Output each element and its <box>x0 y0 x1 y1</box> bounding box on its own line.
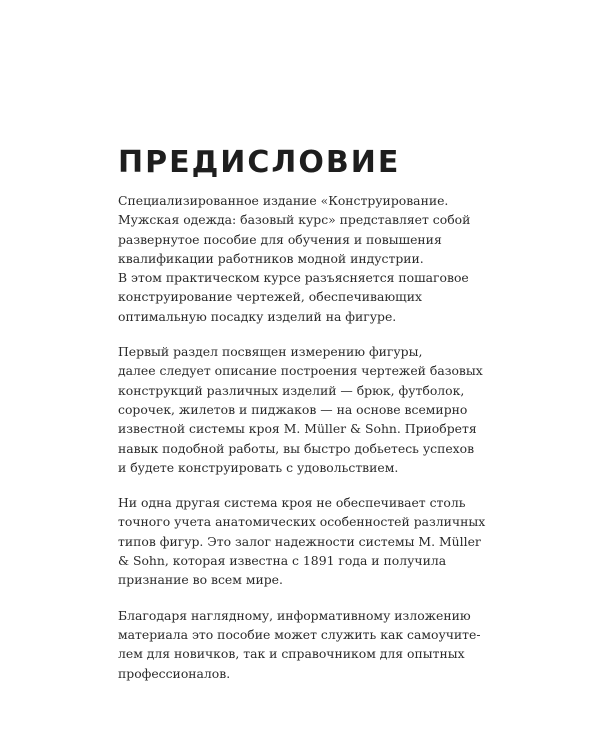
text-line: типов фигур. Это залог надежности системы M. Müller <box>118 533 481 549</box>
text-line: профессионалов. <box>118 665 231 681</box>
text-line: Мужская одежда: базовый курс» представляет собой <box>118 212 471 228</box>
page-title: ПРЕДИСЛОВИЕ <box>118 145 401 180</box>
text-line: Первый раздел посвящен измерению фигуры, <box>118 344 423 360</box>
text-line: Ни одна другая система кроя не обеспечивает столь <box>118 495 466 511</box>
text-line: & Sohn, которая известна с 1891 года и получила <box>118 553 447 569</box>
text-line: В этом практическом курсе разъясняется пошаговое <box>118 270 469 286</box>
text-line: квалификации работников модной индустрии. <box>118 250 424 266</box>
text-line: конструирование чертежей, обеспечивающих <box>118 289 422 305</box>
paragraph <box>118 493 488 589</box>
text-line: и будете конструировать с удовольствием. <box>118 459 399 475</box>
paragraph <box>118 342 488 477</box>
text-line: далее следует описание построения чертежей базовых <box>118 363 483 379</box>
text-line: Благодаря наглядному, информативному изложению <box>118 607 471 623</box>
page-content <box>118 145 488 699</box>
text-line: лем для новичков, так и справочником для опытных <box>118 646 465 662</box>
text-line: материала это пособие может служить как самоучите- <box>118 626 481 642</box>
text-line: оптимальную посадку изделий на фигуре. <box>118 308 397 324</box>
text-line: Специализированное издание «Конструирование. <box>118 193 449 208</box>
text-line: признание во всем мире. <box>118 572 283 588</box>
paragraph <box>118 191 488 326</box>
text-line: развернутое пособие для обучения и повышения <box>118 231 442 247</box>
text-line: сорочек, жилетов и пиджаков — на основе всемирно <box>118 401 468 417</box>
text-line: точного учета анатомических особенностей различных <box>118 514 486 530</box>
paragraph <box>118 606 488 683</box>
text-line: известной системы кроя M. Müller & Sohn. Приобретя <box>118 421 477 437</box>
text-line: навык подобной работы, вы быстро добьетесь успехов <box>118 440 475 456</box>
text-line: конструкций различных изделий — брюк, футболок, <box>118 382 465 398</box>
